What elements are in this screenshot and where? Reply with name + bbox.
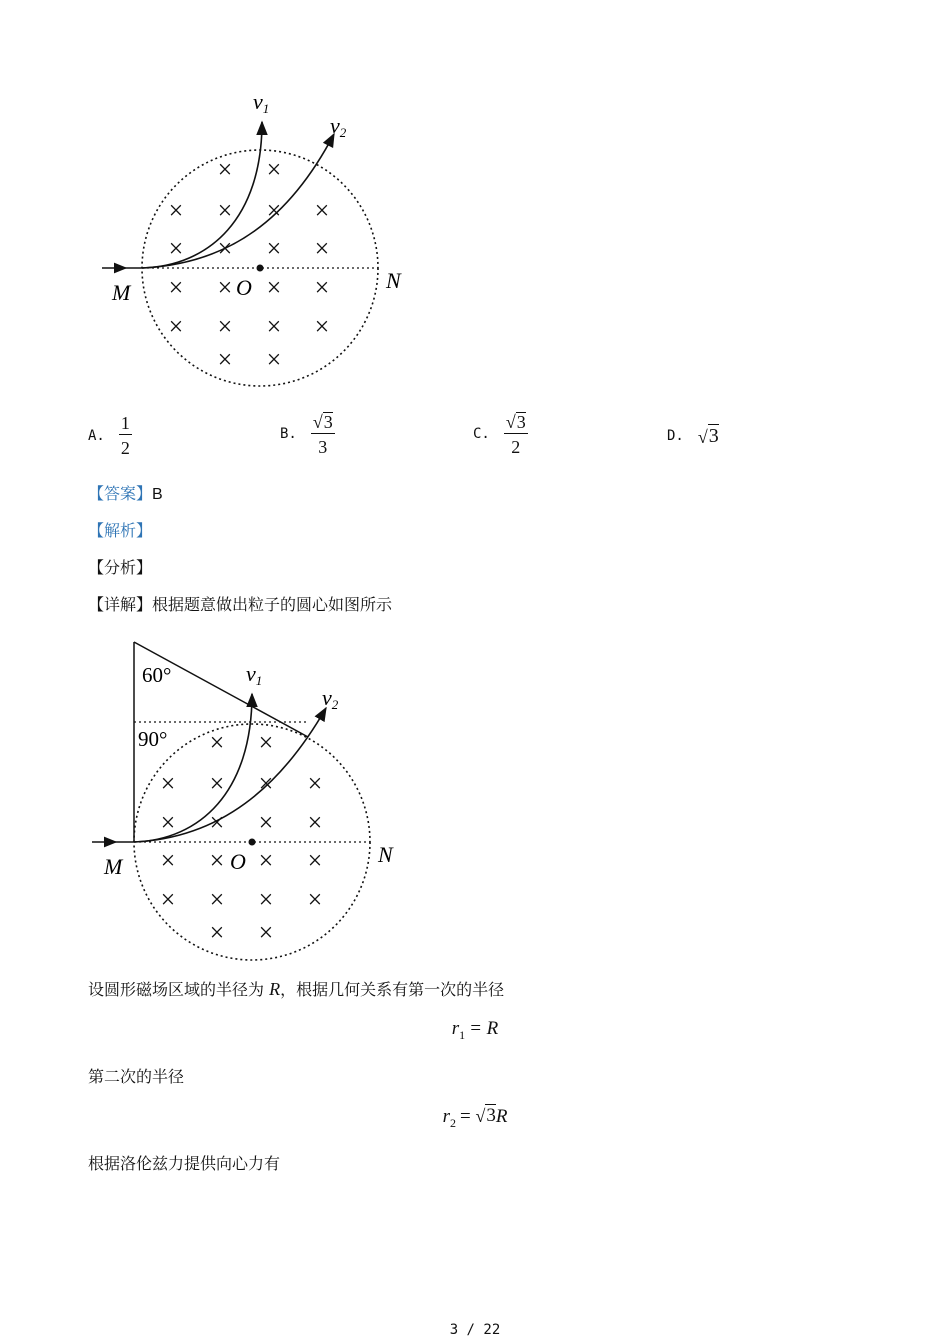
answer-line — [88, 481, 163, 504]
label-O: O — [236, 275, 252, 300]
paragraph-second-radius: 第二次的半径 — [88, 1067, 185, 1086]
label-v2: v2 — [322, 685, 339, 712]
equation-r1: $r_1 = R$ — [451, 1018, 499, 1042]
cross-mark: × — [266, 345, 282, 374]
cross-mark: × — [160, 808, 176, 837]
answer-value: B — [152, 486, 163, 503]
cross-mark: × — [209, 769, 225, 798]
cross-mark: × — [266, 273, 282, 302]
label-v2: v2 — [330, 113, 347, 140]
option-c[interactable] — [473, 412, 528, 456]
cross-mark: × — [168, 273, 184, 302]
option-a-letter: A. — [88, 427, 105, 444]
label-M: M — [112, 280, 131, 305]
cross-mark: × — [168, 312, 184, 341]
figure-2 — [80, 632, 420, 972]
equation-r2: $r_2$ = √ 3 R — [442, 1105, 508, 1130]
center-point-O — [257, 265, 264, 272]
angle-90-label: 90° — [138, 727, 168, 751]
detail-text: 根据题意做出粒子的圆心如图所示 — [152, 595, 393, 614]
hypotenuse-line — [134, 642, 308, 737]
trajectory-v1 — [142, 122, 262, 268]
sqrt-symbol: √ 3 — [505, 412, 526, 432]
cross-mark: × — [266, 196, 282, 225]
option-d-value: √ 3 — [697, 425, 719, 447]
cross-mark: × — [160, 885, 176, 914]
cross-mark: × — [217, 234, 233, 263]
option-c-fraction: √ 3 2 — [505, 412, 526, 457]
cross-mark: × — [307, 808, 323, 837]
cross-mark: × — [168, 196, 184, 225]
option-b-letter: B. — [280, 426, 297, 442]
label-N: N — [386, 268, 401, 293]
option-d-letter: D. — [667, 428, 684, 444]
cross-mark: × — [217, 345, 233, 374]
answer-tag: 【答案】 — [88, 484, 153, 503]
cross-mark: × — [217, 155, 233, 184]
option-a-fraction: $\frac{1}{2}$ — [120, 413, 130, 458]
cross-mark: × — [160, 769, 176, 798]
cross-mark: × — [307, 769, 323, 798]
cross-mark: × — [217, 312, 233, 341]
cross-mark: × — [217, 273, 233, 302]
detail-tag: 【详解】 — [88, 595, 153, 614]
cross-mark: × — [314, 312, 330, 341]
cross-mark: × — [258, 808, 274, 837]
cross-mark: × — [266, 234, 282, 263]
cross-mark: × — [209, 918, 225, 947]
cross-mark: × — [314, 196, 330, 225]
fenxi-tag: 【分析】 — [88, 558, 153, 577]
cross-mark: × — [258, 885, 274, 914]
cross-mark: × — [314, 273, 330, 302]
cross-mark: × — [314, 234, 330, 263]
center-point-O — [249, 839, 256, 846]
option-b[interactable] — [280, 412, 335, 456]
option-c-letter: C. — [473, 426, 490, 442]
cross-mark: × — [258, 918, 274, 947]
option-a[interactable] — [88, 414, 132, 457]
option-d[interactable] — [667, 424, 719, 448]
cross-mark: × — [266, 312, 282, 341]
trajectory-v1 — [134, 694, 252, 842]
cross-mark: × — [209, 846, 225, 875]
page-number: 3 / 22 — [449, 1322, 501, 1338]
label-N: N — [378, 842, 393, 867]
paragraph-lorentz: 根据洛伦兹力提供向心力有 — [88, 1154, 281, 1173]
label-O: O — [230, 849, 246, 874]
detail-line — [88, 592, 392, 615]
cross-mark: × — [258, 728, 274, 757]
label-v1: v1 — [246, 661, 263, 688]
cross-mark: × — [209, 885, 225, 914]
cross-mark: × — [307, 885, 323, 914]
label-M: M — [104, 854, 123, 879]
cross-mark: × — [307, 846, 323, 875]
sqrt-symbol: √ 3 — [312, 412, 333, 432]
analysis-tag: 【解析】 — [88, 521, 153, 540]
figure-1 — [90, 88, 420, 398]
cross-mark: × — [160, 846, 176, 875]
sqrt-symbol: √ 3 — [475, 1105, 496, 1126]
cross-mark: × — [209, 808, 225, 837]
cross-mark: × — [168, 234, 184, 263]
cross-mark: × — [258, 769, 274, 798]
cross-mark: × — [217, 196, 233, 225]
cross-mark: × — [258, 846, 274, 875]
option-b-fraction: √ 3 3 — [312, 412, 333, 457]
paragraph-radius-setup: 设圆形磁场区域的半径为 R，根据几何关系有第一次的半径 — [88, 979, 505, 999]
angle-60-label: 60° — [142, 663, 172, 687]
cross-grid — [169, 155, 330, 374]
cross-mark: × — [209, 728, 225, 757]
cross-mark: × — [266, 155, 282, 184]
label-v1: v1 — [253, 89, 270, 116]
